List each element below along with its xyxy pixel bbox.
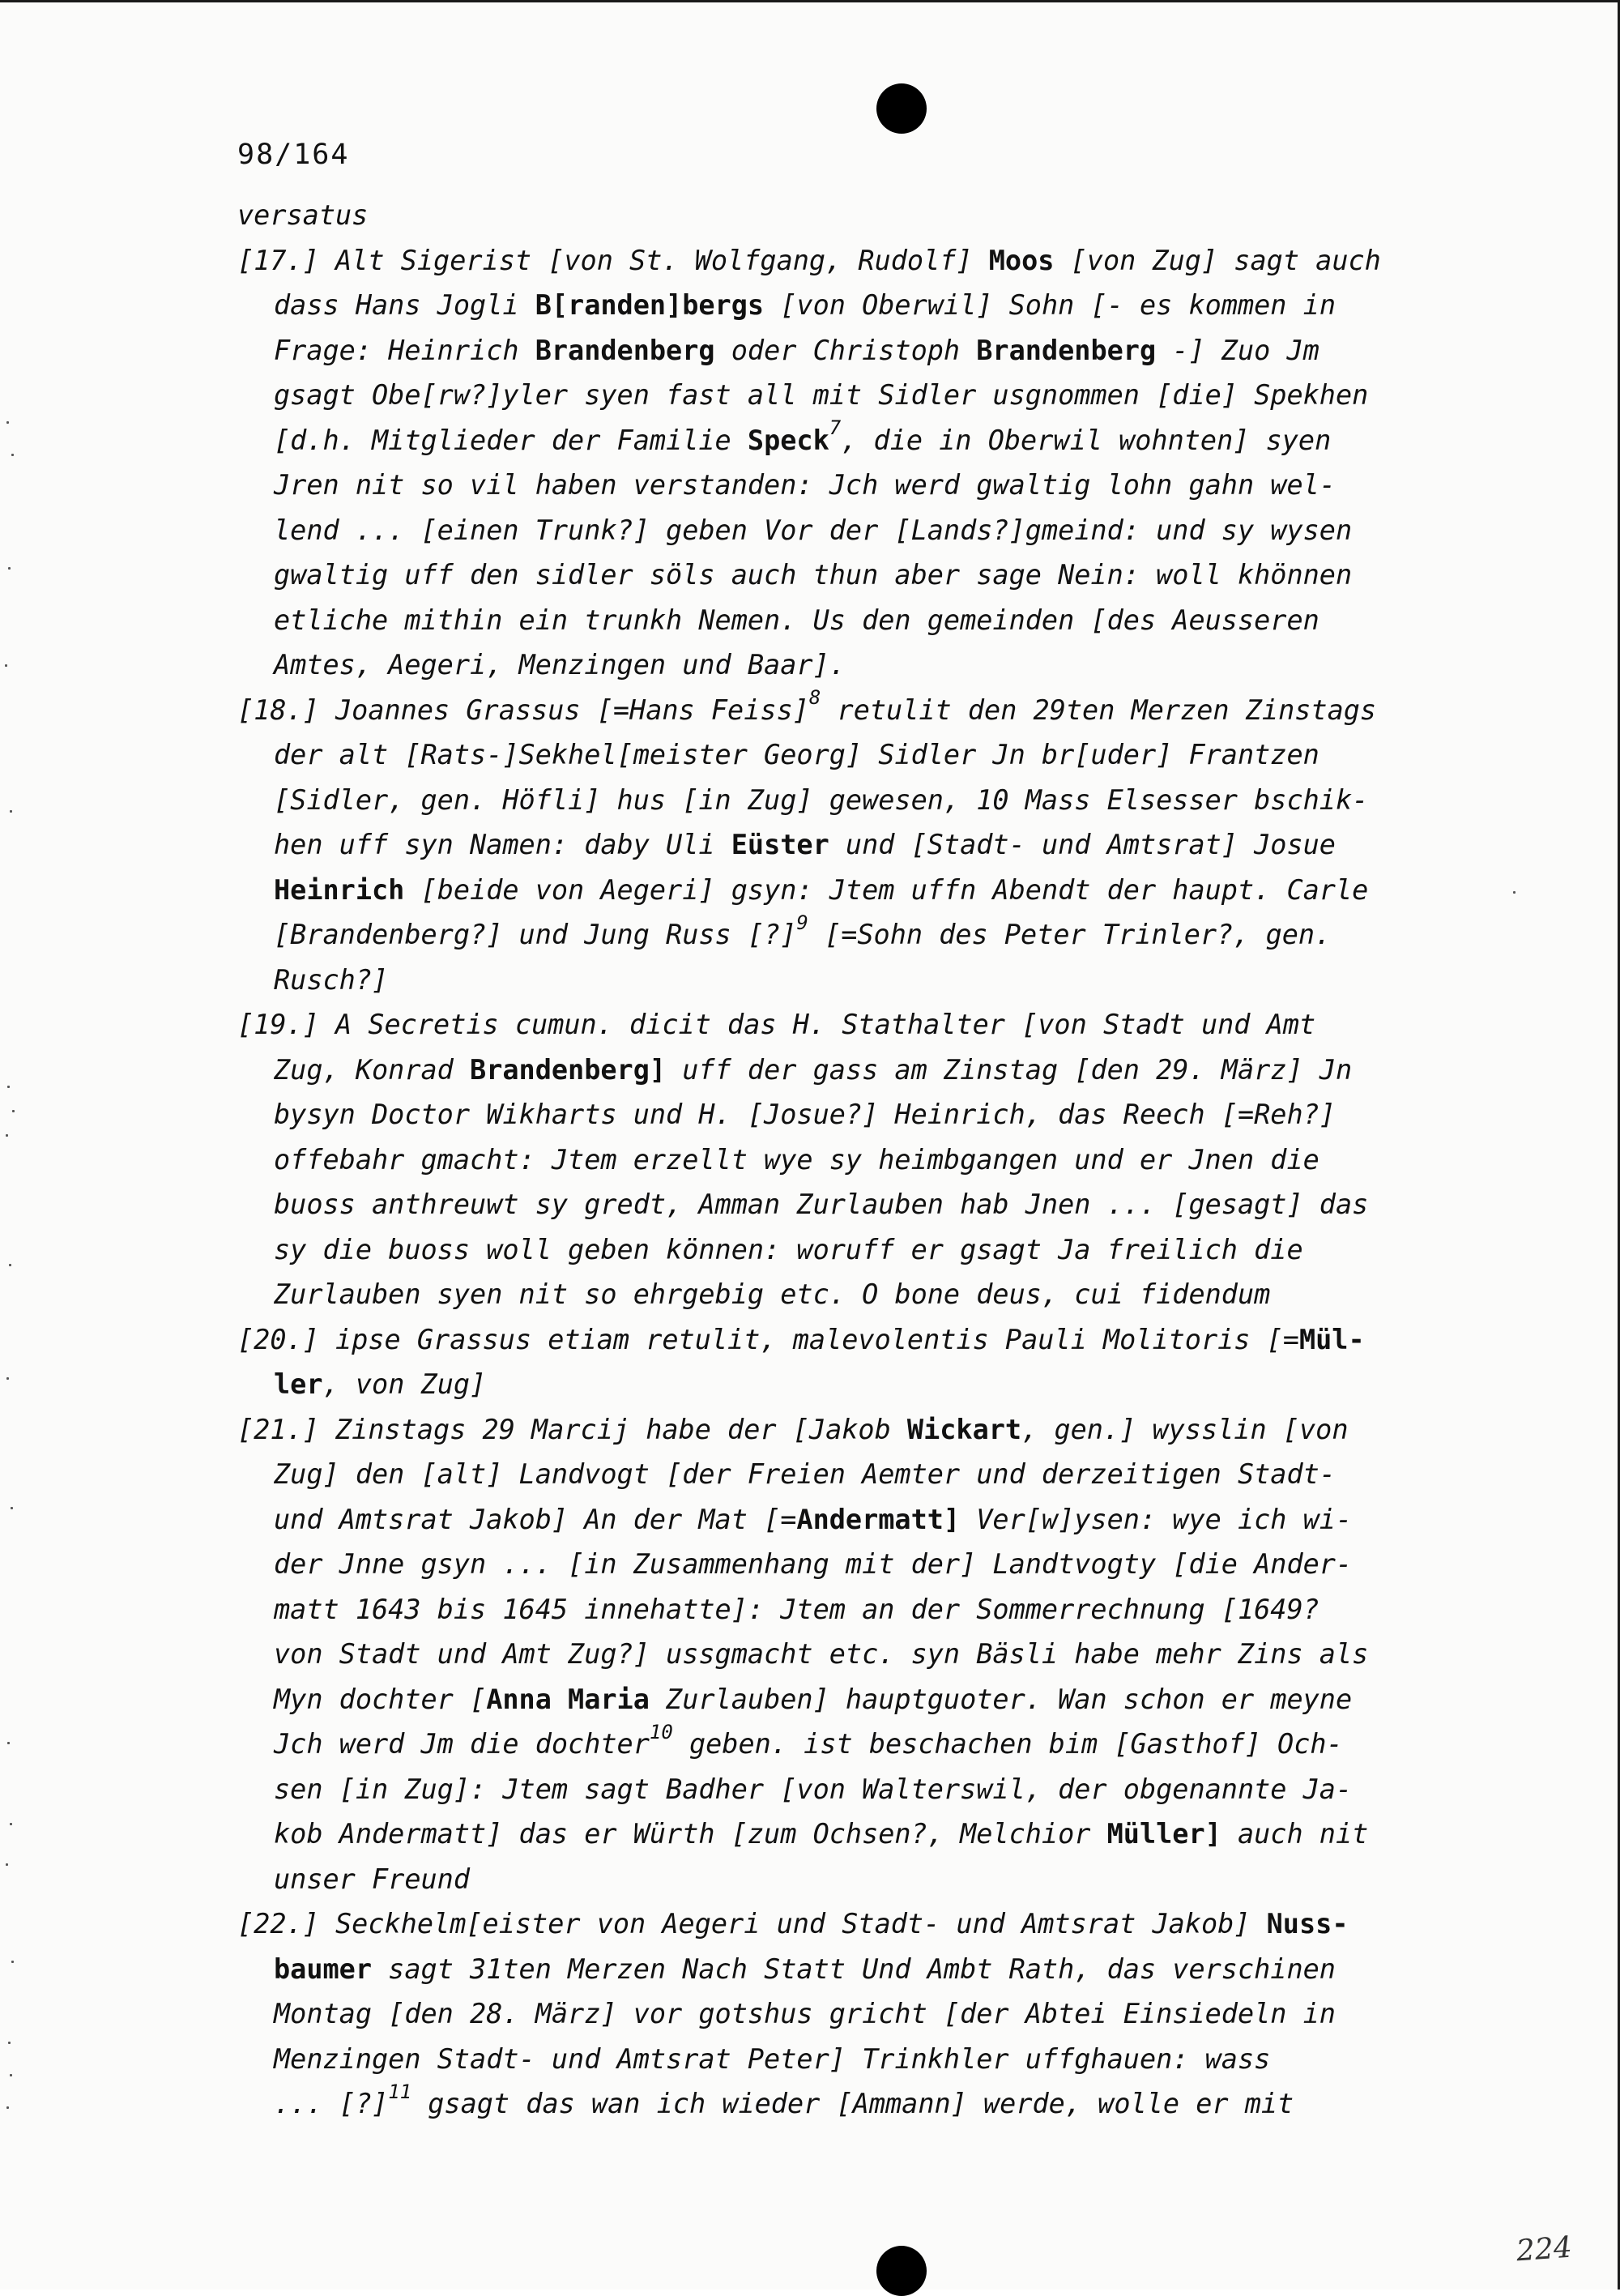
text-segment: sen [in Zug]: Jtem sagt Badher [von Walterswil, der obgenannte Ja- xyxy=(274,1773,1353,1805)
text-segment: Zurlauben syen nit so ehrgebig etc. O bone deus, cui fidendum xyxy=(274,1278,1271,1310)
text-line xyxy=(237,868,1485,913)
scan-speck xyxy=(9,1264,11,1266)
text-segment: -] Zuo Jm xyxy=(1156,334,1319,366)
text-segment: , gen.] wysslin [von xyxy=(1021,1413,1349,1445)
scan-speck xyxy=(7,1742,10,1744)
text-segment: offebahr gmacht: Jtem erzellt wye sy heimbgangen und er Jnen die xyxy=(274,1143,1319,1176)
scan-speck xyxy=(11,1961,14,1963)
text-line xyxy=(237,1901,1485,1947)
text-segment: matt 1643 bis 1645 innehatte]: Jtem an der Sommerrechnung [1649? xyxy=(274,1593,1319,1625)
text-line xyxy=(237,1227,1485,1273)
text-segment: der Jnne gsyn ... [in Zusammenhang mit der] Landtvogty [die Ander- xyxy=(274,1548,1353,1580)
text-segment: auch nit xyxy=(1221,1818,1369,1850)
text-segment: bysyn Doctor Wikharts und H. [Josue?] Heinrich, das Reech [=Reh?] xyxy=(274,1099,1336,1130)
text-line xyxy=(237,1542,1485,1587)
text-segment: buoss anthreuwt sy gredt, Amman Zurlauben hab Jnen ... [gesagt] das xyxy=(274,1189,1369,1220)
footnote-marker: 11 xyxy=(388,2080,412,2103)
scan-speck xyxy=(8,567,11,570)
text-line xyxy=(237,822,1485,868)
text-segment: , von Zug] xyxy=(322,1368,487,1400)
text-line xyxy=(237,328,1485,373)
text-segment: und [Stadt- und Amtsrat] Josue xyxy=(829,829,1336,860)
text-segment: retulit den 29ten Merzen Zinstags xyxy=(821,693,1377,726)
text-line xyxy=(237,418,1485,463)
scan-speck xyxy=(8,2042,11,2044)
bold-name: ler xyxy=(274,1368,323,1400)
text-segment: [19.] A Secretis cumun. dicit das H. Stathalter [von Stadt und Amt xyxy=(237,1009,1316,1040)
text-line xyxy=(237,373,1485,418)
text-segment: oder Christoph xyxy=(714,334,977,366)
text-segment: und Amtsrat Jakob] An der Mat [= xyxy=(274,1503,797,1535)
text-segment: dass Hans Jogli xyxy=(274,289,535,321)
transcription-body xyxy=(237,193,1485,2127)
scan-speck xyxy=(10,2074,12,2076)
text-line xyxy=(237,1632,1485,1677)
scan-speck xyxy=(10,810,12,813)
text-segment: Jren nit so vil haben verstanden: Jch werd gwaltig lohn gahn wel- xyxy=(274,469,1336,501)
text-segment: Zug, Konrad xyxy=(274,1053,471,1086)
text-line xyxy=(237,2081,1485,2127)
text-line xyxy=(237,238,1485,284)
text-segment: geben. ist beschachen bim [Gasthof] Och- xyxy=(672,1728,1343,1760)
text-segment: [22.] Seckhelm[eister von Aegeri und Stadt- und Amtsrat Jakob] xyxy=(237,1908,1267,1940)
text-segment: [beide von Aegeri] gsyn: Jtem uffn Abendt der haupt. Carle xyxy=(404,873,1369,906)
text-line xyxy=(237,508,1485,553)
text-segment: Zug] den [alt] Landvogt [der Freien Aemter und derzeitigen Stadt- xyxy=(274,1458,1336,1490)
bold-name: Brandenberg] xyxy=(470,1053,667,1086)
scan-speck xyxy=(6,421,9,424)
page-reference: 98/164 xyxy=(237,139,350,171)
bold-name: Heinrich xyxy=(274,873,405,906)
scan-speck xyxy=(10,1823,12,1825)
text-segment: gsagt Obe[rw?]yler syen fast all mit Sidler usgnommen [die] Spekhen xyxy=(274,379,1369,411)
text-segment: lend ... [einen Trunk?] geben Vor der [Lands?]gmeind: und sy wysen xyxy=(274,514,1353,546)
text-segment: [von Oberwil] Sohn [- es kommen in xyxy=(764,289,1336,321)
text-line xyxy=(237,1587,1485,1632)
text-segment: Zurlauben] hauptguoter. Wan schon er meyne xyxy=(649,1683,1353,1715)
text-segment: Rusch?] xyxy=(274,963,389,996)
bold-name: Anna Maria xyxy=(486,1683,650,1715)
text-line xyxy=(237,1048,1485,1093)
text-line xyxy=(237,642,1485,688)
text-segment: Menzingen Stadt- und Amtsrat Peter] Trinkhler uffghauen: wass xyxy=(274,2042,1271,2075)
text-segment: von Stadt und Amt Zug?] ussgmacht etc. syn Bäsli habe mehr Zins als xyxy=(274,1638,1369,1670)
text-line xyxy=(237,1947,1485,1992)
text-line xyxy=(237,1407,1485,1453)
text-line xyxy=(237,1767,1485,1812)
text-segment: Jch werd Jm die dochter xyxy=(274,1728,650,1760)
text-line xyxy=(237,598,1485,643)
text-segment: etliche mithin ein trunkh Nemen. Us den gemeinden [des Aeusseren xyxy=(274,604,1319,636)
text-line xyxy=(237,1362,1485,1407)
bold-name: Eüster xyxy=(731,829,829,860)
text-line xyxy=(237,463,1485,508)
scan-speck xyxy=(6,1863,8,1866)
text-line xyxy=(237,912,1485,958)
text-line xyxy=(237,1497,1485,1543)
bold-name: Moos xyxy=(988,244,1055,276)
text-segment: [Sidler, gen. Höfli] hus [in Zug] gewesen, 10 Mass Elsesser bschik- xyxy=(274,783,1369,816)
punch-hole-top xyxy=(876,83,927,134)
text-segment: der alt [Rats-]Sekhel[meister Georg] Sidler Jn br[uder] Frantzen xyxy=(274,739,1319,770)
text-line xyxy=(237,283,1485,328)
bold-name: Brandenberg xyxy=(976,334,1157,366)
text-line xyxy=(237,958,1485,1003)
text-line xyxy=(237,1317,1485,1363)
text-segment: ... [?] xyxy=(274,2088,389,2119)
bold-name: baumer xyxy=(274,1952,373,1985)
text-segment: sy die buoss woll geben können: woruff er gsagt Ja freilich die xyxy=(274,1233,1303,1265)
text-segment: kob Andermatt] das er Würth [zum Ochsen?, Melchior xyxy=(274,1818,1107,1850)
text-segment: versatus xyxy=(237,199,369,231)
scan-speck xyxy=(6,1134,8,1137)
bold-name: B[randen]bergs xyxy=(535,289,765,321)
text-segment: [18.] Joannes Grassus [=Hans Feiss] xyxy=(237,693,809,726)
text-line xyxy=(237,1272,1485,1317)
text-segment: Montag [den 28. März] vor gotshus gricht [der Abtei Einsiedeln in xyxy=(274,1998,1336,2029)
text-segment: [von Zug] sagt auch xyxy=(1054,244,1381,276)
text-segment: hen uff syn Namen: daby Uli xyxy=(274,829,731,860)
text-segment: Myn dochter [ xyxy=(274,1683,487,1715)
text-line xyxy=(237,1092,1485,1137)
text-line xyxy=(237,553,1485,598)
scan-speck xyxy=(7,1086,10,1088)
text-segment: gwaltig uff den sidler söls auch thun aber sage Nein: woll khönnen xyxy=(274,559,1353,591)
bold-name: Wickart xyxy=(906,1413,1022,1445)
text-line xyxy=(237,1991,1485,2037)
text-line xyxy=(237,688,1485,733)
text-line xyxy=(237,193,1485,238)
scan-speck xyxy=(6,2106,9,2109)
bold-name: Brandenberg xyxy=(535,334,715,366)
text-segment: Ver[w]ysen: wye ich wi- xyxy=(960,1503,1353,1535)
scan-speck xyxy=(11,454,14,456)
text-line xyxy=(237,1812,1485,1857)
text-line xyxy=(237,1002,1485,1048)
scan-edge-top xyxy=(0,0,1620,2)
text-segment: unser Freund xyxy=(274,1863,471,1895)
text-segment: [20.] ipse Grassus etiam retulit, malevolentis Pauli Molitoris [= xyxy=(237,1323,1299,1355)
scan-speck xyxy=(5,664,7,667)
scan-speck xyxy=(12,1110,15,1112)
text-segment: Amtes, Aegeri, Menzingen und Baar]. xyxy=(274,649,846,681)
text-segment: sagt 31ten Merzen Nach Statt Und Ambt Rath, das verschinen xyxy=(372,1952,1336,1985)
text-segment: [21.] Zinstags 29 Marcij habe der [Jakob xyxy=(237,1413,907,1445)
footnote-marker: 7 xyxy=(829,416,842,440)
bold-name: Andermatt] xyxy=(796,1503,961,1535)
text-segment: uff der gass am Zinstag [den 29. März] Jn xyxy=(666,1053,1353,1086)
text-segment: [Brandenberg?] und Jung Russ [?] xyxy=(274,919,797,950)
bold-name: Müller] xyxy=(1106,1818,1221,1850)
text-line xyxy=(237,778,1485,823)
scan-speck xyxy=(6,1377,9,1380)
text-segment: [=Sohn des Peter Trinler?, gen. xyxy=(808,919,1332,950)
text-segment: [17.] Alt Sigerist [von St. Wolfgang, Rudolf] xyxy=(237,244,989,276)
text-line xyxy=(237,1452,1485,1497)
bold-name: Nuss- xyxy=(1266,1908,1349,1940)
text-segment: gsagt das wan ich wieder [Ammann] werde, wolle er mit xyxy=(411,2088,1294,2119)
scan-speck xyxy=(11,1507,13,1509)
text-line xyxy=(237,732,1485,778)
bold-name: Speck xyxy=(747,424,829,456)
punch-hole-bottom xyxy=(876,2246,927,2296)
footnote-marker: 10 xyxy=(649,1720,673,1743)
text-segment: [d.h. Mitglieder der Familie xyxy=(274,424,748,456)
text-line xyxy=(237,1857,1485,1902)
text-segment: , die in Oberwil wohnten] syen xyxy=(841,424,1332,456)
text-line xyxy=(237,1182,1485,1227)
scan-speck xyxy=(1513,891,1516,894)
footnote-marker: 8 xyxy=(808,686,821,710)
text-line xyxy=(237,1722,1485,1767)
bold-name: Mül- xyxy=(1298,1323,1365,1355)
text-line xyxy=(237,1137,1485,1183)
handwritten-page-number: 224 xyxy=(1515,2230,1574,2268)
footnote-marker: 9 xyxy=(796,911,808,934)
text-line xyxy=(237,1677,1485,1722)
text-line xyxy=(237,2037,1485,2082)
text-segment: Frage: Heinrich xyxy=(274,334,535,366)
